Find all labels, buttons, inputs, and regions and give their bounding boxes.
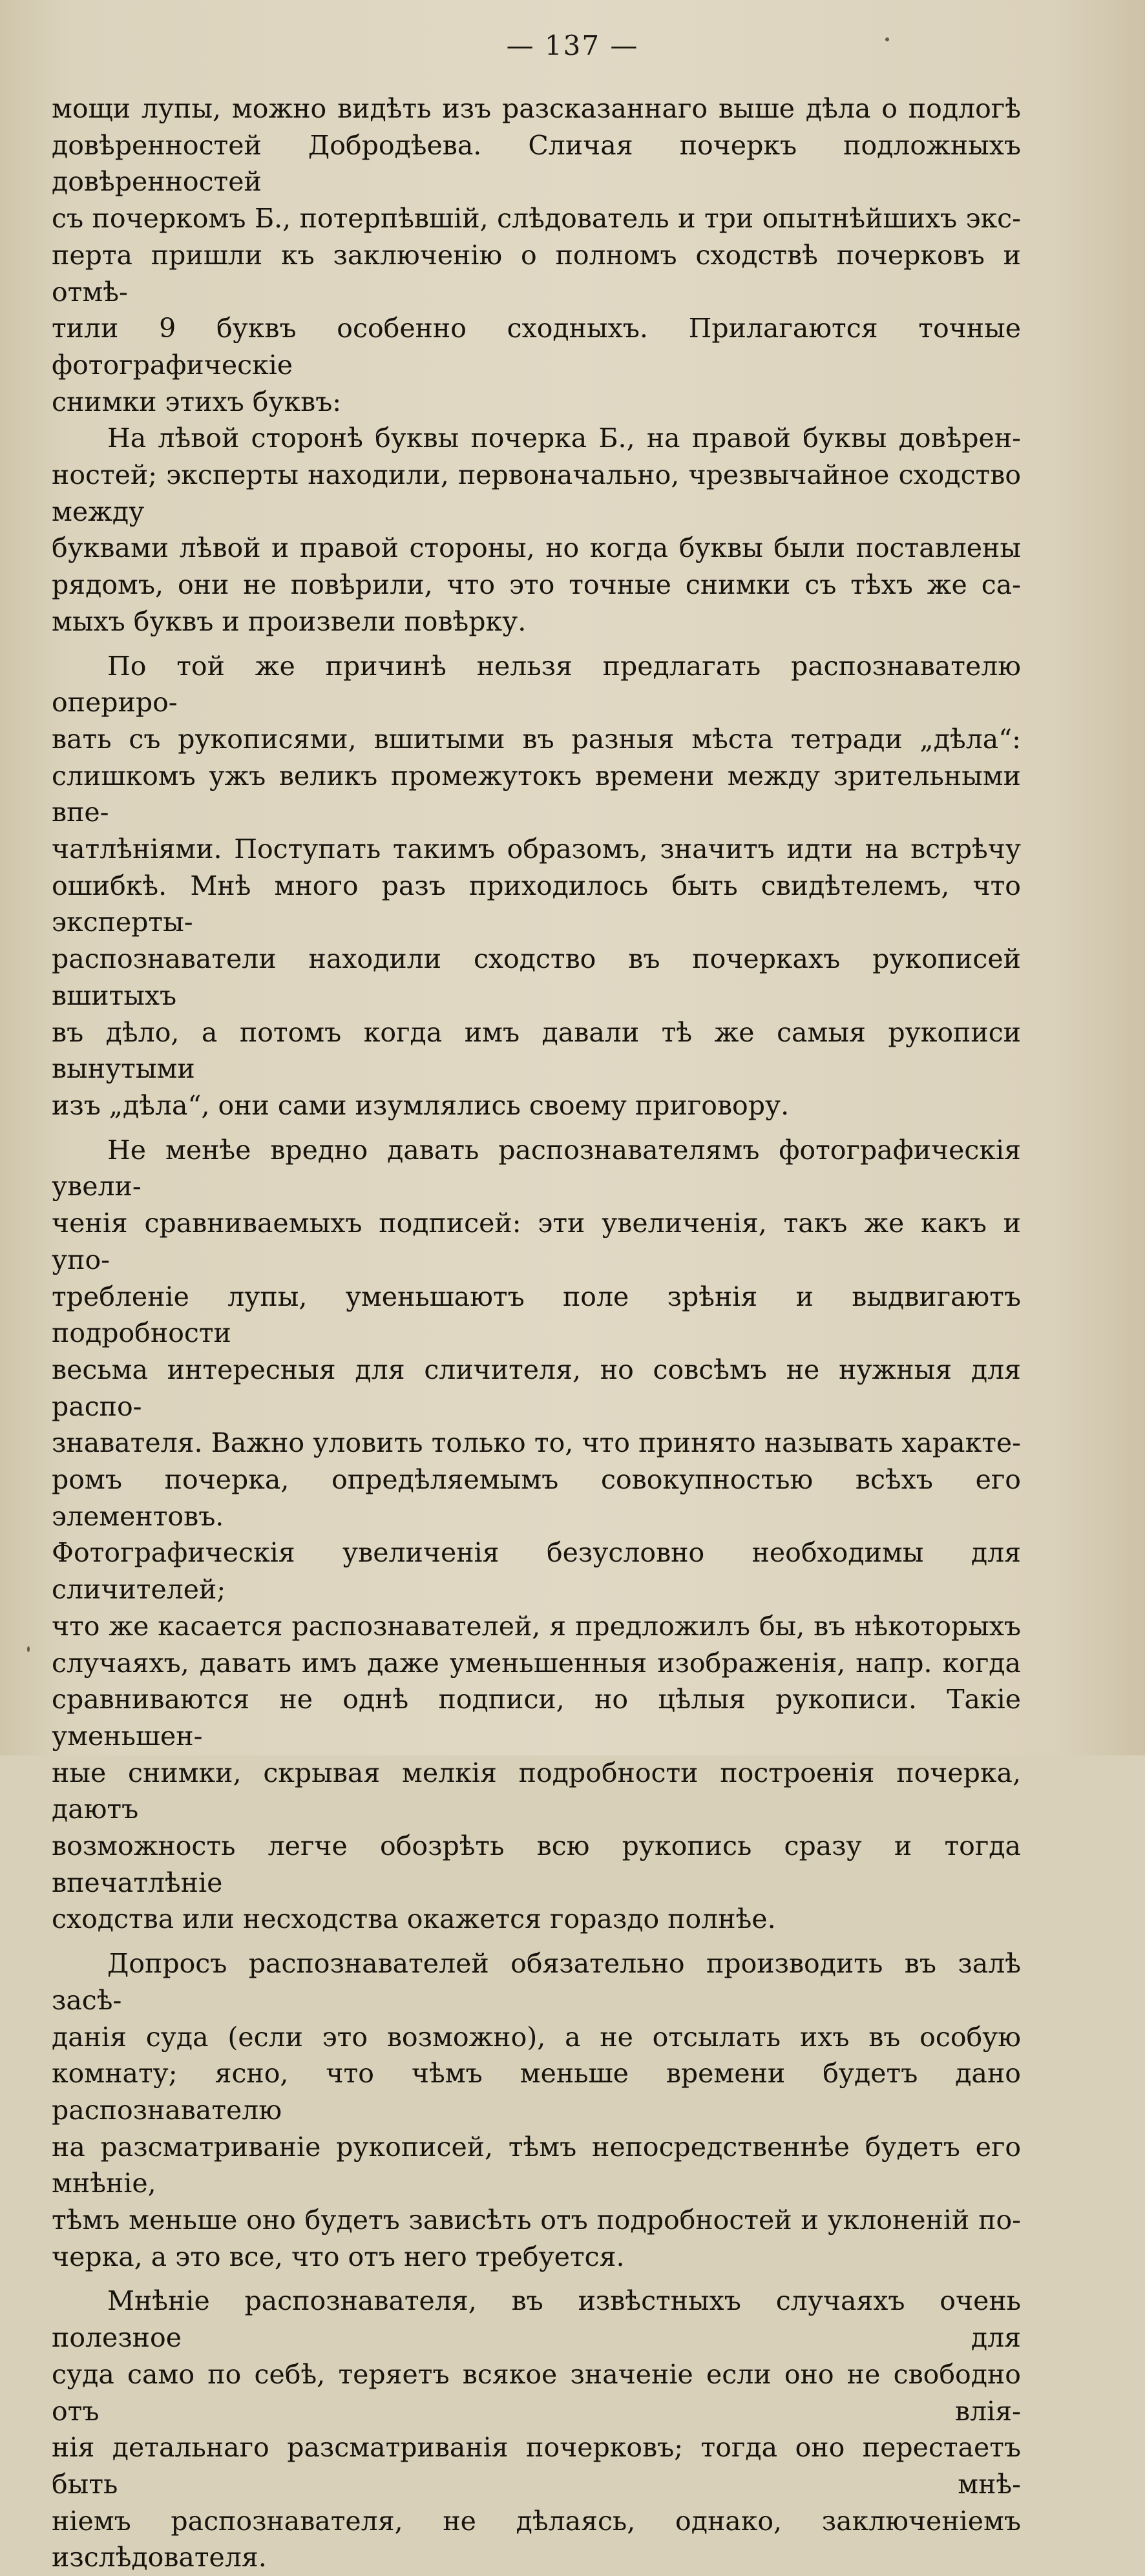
text-line: ностей; эксперты находили, первоначально, чрезвычайное сходство между [52,459,1021,527]
text-line: что же касается распознавателей, я предложилъ бы, въ нѣкоторыхъ [52,1610,1021,1642]
text-line: сходства или несходства окажется гораздо полнѣе. [52,1903,776,1935]
text-line: По той же причинѣ нельзя предлагать распознавателю опериро- [52,650,1021,718]
text-line: Не менѣе вредно давать распознавателямъ фотографическія увели- [52,1134,1021,1202]
text-line: тѣмъ меньше оно будетъ зависѣть отъ подробностей и уклоненій по- [52,2204,1021,2236]
paragraph-6-body [52,2356,1021,2503]
text-line: въ дѣло, а потомъ когда имъ давали тѣ же самыя рукописи вынутыми [52,1016,1021,1085]
text-line: слишкомъ ужъ великъ промежутокъ времени между зрительными впе- [52,760,1021,828]
paragraph-6-end [52,2503,1021,2576]
paragraph-5-end [52,2239,1021,2276]
text-line: случаяхъ, давать имъ даже уменьшенныя изображенія, напр. когда [52,1647,1021,1679]
text-line: ніемъ распознавателя, не дѣлаясь, однако, заключеніемъ изслѣдователя. [52,2505,1021,2573]
text-line: возможность легче обозрѣть всю рукопись сразу и тогда впечатлѣніе [52,1830,1021,1898]
text-line: перта пришли къ заключенію о полномъ сходствѣ почерковъ и отмѣ- [52,239,1021,308]
text-line: съ почеркомъ Б., потерпѣвшій, слѣдователь и три опытнѣйшихъ экс- [52,203,1021,235]
text-line: ные снимки, скрывая мелкія подробности построенія почерка, даютъ [52,1757,1021,1825]
paragraph-5 [52,1945,1021,2018]
text-line: на разсматриваніе рукописей, тѣмъ непосредственнѣе будетъ его мнѣніе, [52,2131,1021,2199]
text-line: нія детальнаго разсматриванія почерковъ; тогда оно перестаетъ быть мнѣ- [52,2432,1021,2500]
paragraph-6 [52,2283,1021,2356]
text-line: сравниваются не однѣ подписи, но цѣлыя рукописи. Такіе уменьшен- [52,1684,1021,1752]
paragraph-5-body [52,2019,1021,2239]
text-line: распознаватели находили сходство въ почеркахъ рукописей вшитыхъ [52,943,1021,1011]
text-line: черка, а это все, что отъ него требуется. [52,2241,625,2272]
paragraph-4-end [52,1901,1021,1938]
text-line: ченія сравниваемыхъ подписей: эти увеличенія, такъ же какъ и упо- [52,1208,1021,1275]
text-line: мощи лупы, можно видѣть изъ разсказаннаго выше дѣла о подлогѣ [52,93,1021,124]
paragraph-3-end [52,1087,1021,1124]
text-line: ошибкѣ. Мнѣ много разъ приходилось быть свидѣтелемъ, что эксперты- [52,870,1021,938]
paragraph-2-body [52,457,1021,603]
text-line: Фотографическія увеличенія безусловно необходимы для сличителей; [52,1537,1021,1606]
text-line: весьма интересныя для сличителя, но совсѣмъ не нужныя для распо- [52,1354,1021,1422]
paragraph-3 [52,648,1021,721]
paper-speck [885,37,889,41]
text-line: требленіе лупы, уменьшаютъ поле зрѣнія и выдвигаютъ подробности [52,1281,1021,1349]
text-line: вать съ рукописями, вшитыми въ разныя мѣста тетради „дѣла“: [52,723,1021,755]
text-line: чатлѣніями. Поступать такимъ образомъ, значитъ идти на встрѣчу [52,833,1021,865]
text-line: Мнѣніе распознавателя, въ извѣстныхъ случаяхъ очень полезное для [52,2285,1021,2354]
paragraph-1 [52,90,1021,384]
paragraph-1-end [52,384,1021,421]
page-number: — 137 — [506,30,639,61]
text-line: ромъ почерка, опредѣляемымъ совокупностью всѣхъ его элементовъ. [52,1464,1021,1532]
paragraph-4 [52,1132,1021,1205]
text-line: довѣренностей Добродѣева. Сличая почеркъ подложныхъ довѣренностей [52,129,1021,198]
text-line: данія суда (если это возможно), а не отсылать ихъ въ особую [52,2021,1021,2053]
paragraph-2-end [52,603,1021,640]
text-line: комнату; ясно, что чѣмъ меньше времени будетъ дано распознавателю [52,2058,1021,2126]
paper-speck [27,1646,30,1652]
paragraph-2 [52,420,1021,457]
paragraph-3-body [52,721,1021,1087]
text-line: буквами лѣвой и правой стороны, но когда буквы были поставлены [52,532,1021,564]
text-line: тили 9 буквъ особенно сходныхъ. Прилагаются точные фотографическіе [52,313,1021,381]
text-line: снимки этихъ буквъ: [52,386,342,417]
body-text [52,90,1021,2576]
text-line: Допросъ распознавателей обязательно производить въ залѣ засѣ- [52,1948,1021,2016]
text-line: мыхъ буквъ и произвели повѣрку. [52,605,527,637]
text-line: суда само по себѣ, теряетъ всякое значеніе если оно не свободно отъ влія- [52,2358,1021,2427]
text-line: знавателя. Важно уловить только то, что принято называть характе- [52,1427,1021,1459]
text-line: изъ „дѣла“, они сами изумлялись своему приговору. [52,1089,790,1121]
text-line: На лѣвой сторонѣ буквы почерка Б., на правой буквы довѣрен- [107,423,1021,454]
text-line: рядомъ, они не повѣрили, что это точные снимки съ тѣхъ же са- [52,569,1021,601]
paragraph-4-body [52,1205,1021,1901]
